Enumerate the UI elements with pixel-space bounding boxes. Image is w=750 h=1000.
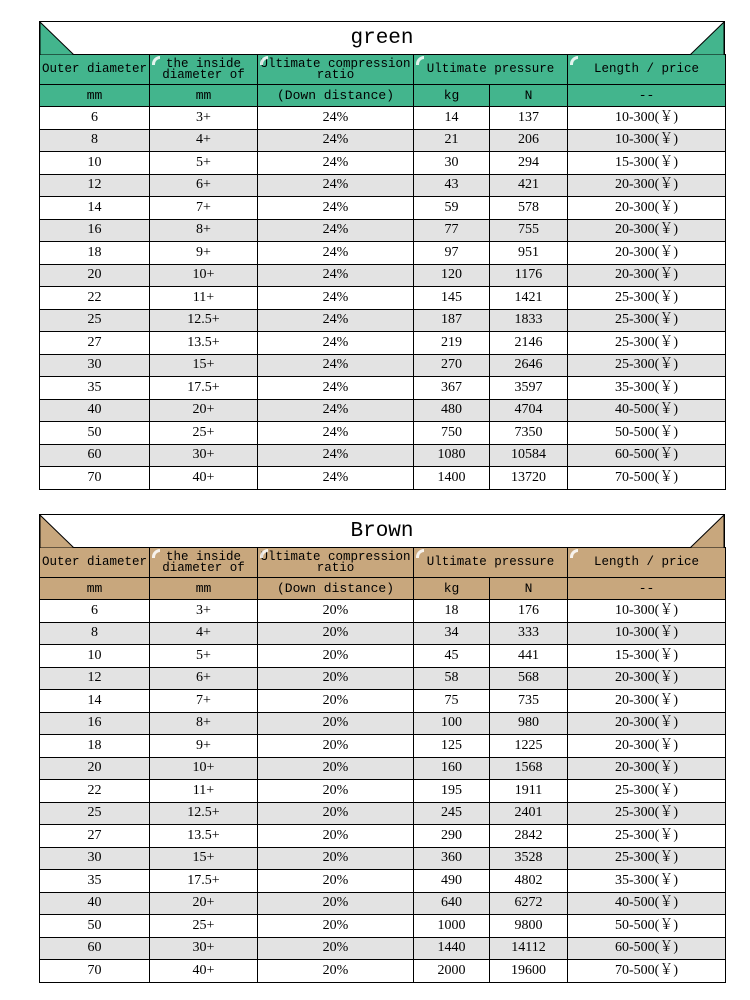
cell-pressure-kg: 219: [414, 332, 490, 355]
cell-pressure-n: 1176: [490, 264, 568, 287]
table-row: [40, 690, 726, 713]
cell-length-price: 40-500(￥): [568, 892, 726, 915]
cell-inside-diameter: 17.5+: [150, 870, 258, 893]
cell-outer-diameter: 12: [40, 667, 150, 690]
cell-inside-diameter: 20+: [150, 399, 258, 422]
table-row: [40, 264, 726, 287]
cell-length-price: 35-300(￥): [568, 377, 726, 400]
cell-inside-diameter: 17.5+: [150, 377, 258, 400]
cell-outer-diameter: 35: [40, 377, 150, 400]
cell-length-price: 70-500(￥): [568, 467, 726, 490]
cell-compression-ratio: 20%: [258, 735, 414, 758]
table-row: [40, 757, 726, 780]
cell-pressure-n: 2146: [490, 332, 568, 355]
cell-pressure-n: 951: [490, 242, 568, 265]
cell-outer-diameter: 18: [40, 242, 150, 265]
cell-pressure-kg: 195: [414, 780, 490, 803]
cell-compression-ratio: 20%: [258, 892, 414, 915]
cell-outer-diameter: 6: [40, 107, 150, 130]
cell-inside-diameter: 9+: [150, 242, 258, 265]
cell-pressure-kg: 245: [414, 802, 490, 825]
cell-pressure-n: 578: [490, 197, 568, 220]
cell-pressure-kg: 1440: [414, 937, 490, 960]
cell-pressure-n: 441: [490, 645, 568, 668]
cell-inside-diameter: 20+: [150, 892, 258, 915]
cell-pressure-kg: 367: [414, 377, 490, 400]
cell-inside-diameter: 25+: [150, 422, 258, 445]
cell-length-price: 50-500(￥): [568, 422, 726, 445]
cell-length-price: 20-300(￥): [568, 690, 726, 713]
cell-length-price: 25-300(￥): [568, 847, 726, 870]
cell-outer-diameter: 40: [40, 892, 150, 915]
table-row: [40, 129, 726, 152]
table-row: [40, 422, 726, 445]
cell-inside-diameter: 9+: [150, 735, 258, 758]
cell-pressure-n: 19600: [490, 960, 568, 983]
unit-outer-mm: mm: [40, 85, 150, 107]
table-row: [40, 219, 726, 242]
cell-compression-ratio: 24%: [258, 152, 414, 175]
table-title: Brown: [350, 520, 414, 543]
cell-pressure-kg: 270: [414, 354, 490, 377]
cell-compression-ratio: 20%: [258, 645, 414, 668]
cell-inside-diameter: 7+: [150, 197, 258, 220]
cell-length-price: 20-300(￥): [568, 712, 726, 735]
cell-inside-diameter: 5+: [150, 645, 258, 668]
cell-length-price: 20-300(￥): [568, 264, 726, 287]
cell-compression-ratio: 24%: [258, 174, 414, 197]
cell-compression-ratio: 24%: [258, 219, 414, 242]
cell-compression-ratio: 20%: [258, 780, 414, 803]
cell-pressure-kg: 750: [414, 422, 490, 445]
cell-length-price: 25-300(￥): [568, 332, 726, 355]
cell-compression-ratio: 24%: [258, 354, 414, 377]
cell-length-price: 40-500(￥): [568, 399, 726, 422]
table-row: [40, 444, 726, 467]
cell-inside-diameter: 13.5+: [150, 332, 258, 355]
cell-pressure-kg: 640: [414, 892, 490, 915]
cell-outer-diameter: 25: [40, 802, 150, 825]
cell-inside-diameter: 10+: [150, 757, 258, 780]
table-row: [40, 802, 726, 825]
cell-inside-diameter: 12.5+: [150, 802, 258, 825]
cell-pressure-n: 1911: [490, 780, 568, 803]
table-row: [40, 622, 726, 645]
cell-pressure-kg: 145: [414, 287, 490, 310]
cell-outer-diameter: 35: [40, 870, 150, 893]
table-title: green: [350, 27, 414, 50]
table-row: [40, 870, 726, 893]
cell-compression-ratio: 20%: [258, 712, 414, 735]
cell-pressure-n: 2842: [490, 825, 568, 848]
cell-outer-diameter: 60: [40, 444, 150, 467]
cell-inside-diameter: 40+: [150, 467, 258, 490]
table-row: [40, 960, 726, 983]
cell-pressure-n: 2646: [490, 354, 568, 377]
header-row: [40, 55, 726, 85]
green-spec-table: [39, 21, 725, 490]
cell-length-price: 15-300(￥): [568, 645, 726, 668]
cell-pressure-n: 7350: [490, 422, 568, 445]
unit-kg: kg: [414, 578, 490, 600]
cell-inside-diameter: 30+: [150, 937, 258, 960]
cell-pressure-n: 1568: [490, 757, 568, 780]
cell-outer-diameter: 50: [40, 422, 150, 445]
cell-length-price: 60-500(￥): [568, 444, 726, 467]
cell-outer-diameter: 27: [40, 332, 150, 355]
cell-outer-diameter: 70: [40, 467, 150, 490]
unit-outer-mm: mm: [40, 578, 150, 600]
table-row: [40, 892, 726, 915]
cell-compression-ratio: 24%: [258, 399, 414, 422]
cell-inside-diameter: 4+: [150, 622, 258, 645]
cell-length-price: 25-300(￥): [568, 287, 726, 310]
cell-outer-diameter: 22: [40, 287, 150, 310]
table-row: [40, 174, 726, 197]
cell-length-price: 70-500(￥): [568, 960, 726, 983]
cell-inside-diameter: 3+: [150, 107, 258, 130]
header-outer-diameter: Outer diameter: [40, 55, 150, 85]
table-row: [40, 937, 726, 960]
cell-compression-ratio: 20%: [258, 870, 414, 893]
cell-pressure-kg: 290: [414, 825, 490, 848]
header-compression-ratio: Ultimate compression ratio: [258, 548, 414, 578]
table-row: [40, 152, 726, 175]
cell-compression-ratio: 24%: [258, 107, 414, 130]
cell-pressure-n: 6272: [490, 892, 568, 915]
cell-inside-diameter: 10+: [150, 264, 258, 287]
cell-pressure-n: 333: [490, 622, 568, 645]
cell-inside-diameter: 30+: [150, 444, 258, 467]
table-row: [40, 467, 726, 490]
header-compression-ratio: Ultimate compression ratio: [258, 55, 414, 85]
cell-outer-diameter: 16: [40, 712, 150, 735]
cell-compression-ratio: 24%: [258, 467, 414, 490]
cell-pressure-kg: 1400: [414, 467, 490, 490]
cell-outer-diameter: 20: [40, 264, 150, 287]
cell-pressure-kg: 2000: [414, 960, 490, 983]
cell-pressure-kg: 480: [414, 399, 490, 422]
cell-outer-diameter: 12: [40, 174, 150, 197]
cell-outer-diameter: 6: [40, 600, 150, 623]
cell-inside-diameter: 25+: [150, 915, 258, 938]
unit-inner-mm: mm: [150, 578, 258, 600]
unit-kg: kg: [414, 85, 490, 107]
cell-length-price: 10-300(￥): [568, 107, 726, 130]
cell-pressure-kg: 34: [414, 622, 490, 645]
cell-length-price: 20-300(￥): [568, 219, 726, 242]
cell-pressure-kg: 490: [414, 870, 490, 893]
cell-pressure-kg: 58: [414, 667, 490, 690]
table-row: [40, 712, 726, 735]
table-title-bar: [39, 514, 725, 547]
cell-compression-ratio: 20%: [258, 802, 414, 825]
cell-length-price: 35-300(￥): [568, 870, 726, 893]
header-length-price: Length / price: [568, 548, 726, 578]
cell-length-price: 20-300(￥): [568, 242, 726, 265]
unit-row: [40, 85, 726, 107]
table-row: [40, 600, 726, 623]
cell-inside-diameter: 15+: [150, 847, 258, 870]
unit-inner-mm: mm: [150, 85, 258, 107]
table-row: [40, 735, 726, 758]
cell-inside-diameter: 7+: [150, 690, 258, 713]
cell-length-price: 25-300(￥): [568, 309, 726, 332]
cell-length-price: 50-500(￥): [568, 915, 726, 938]
cell-pressure-n: 755: [490, 219, 568, 242]
cell-compression-ratio: 24%: [258, 444, 414, 467]
cell-pressure-n: 2401: [490, 802, 568, 825]
cell-pressure-n: 10584: [490, 444, 568, 467]
cell-inside-diameter: 6+: [150, 174, 258, 197]
cell-compression-ratio: 20%: [258, 960, 414, 983]
cell-pressure-kg: 14: [414, 107, 490, 130]
cell-pressure-kg: 360: [414, 847, 490, 870]
right-corner-triangle-icon: [690, 22, 724, 55]
cell-compression-ratio: 20%: [258, 757, 414, 780]
table-row: [40, 309, 726, 332]
cell-outer-diameter: 50: [40, 915, 150, 938]
table-row: [40, 332, 726, 355]
cell-inside-diameter: 11+: [150, 287, 258, 310]
cell-pressure-kg: 160: [414, 757, 490, 780]
cell-compression-ratio: 24%: [258, 332, 414, 355]
cell-length-price: 25-300(￥): [568, 825, 726, 848]
cell-outer-diameter: 8: [40, 622, 150, 645]
cell-pressure-n: 13720: [490, 467, 568, 490]
cell-compression-ratio: 24%: [258, 422, 414, 445]
header-ultimate-pressure: Ultimate pressure: [414, 55, 568, 85]
cell-length-price: 20-300(￥): [568, 735, 726, 758]
table-row: [40, 667, 726, 690]
cell-pressure-kg: 59: [414, 197, 490, 220]
cell-pressure-kg: 30: [414, 152, 490, 175]
header-inside-diameter: the inside diameter of: [150, 55, 258, 85]
cell-outer-diameter: 30: [40, 847, 150, 870]
table-row: [40, 847, 726, 870]
table-row: [40, 354, 726, 377]
cell-pressure-n: 137: [490, 107, 568, 130]
cell-outer-diameter: 16: [40, 219, 150, 242]
table-row: [40, 825, 726, 848]
cell-outer-diameter: 14: [40, 690, 150, 713]
header-ultimate-pressure: Ultimate pressure: [414, 548, 568, 578]
cell-pressure-kg: 1080: [414, 444, 490, 467]
cell-compression-ratio: 20%: [258, 667, 414, 690]
cell-pressure-n: 421: [490, 174, 568, 197]
unit-n: N: [490, 85, 568, 107]
cell-compression-ratio: 24%: [258, 197, 414, 220]
cell-inside-diameter: 8+: [150, 219, 258, 242]
cell-pressure-kg: 43: [414, 174, 490, 197]
cell-inside-diameter: 3+: [150, 600, 258, 623]
cell-outer-diameter: 60: [40, 937, 150, 960]
cell-pressure-n: 568: [490, 667, 568, 690]
table-row: [40, 645, 726, 668]
cell-length-price: 20-300(￥): [568, 757, 726, 780]
unit-n: N: [490, 578, 568, 600]
cell-length-price: 25-300(￥): [568, 354, 726, 377]
cell-pressure-n: 3597: [490, 377, 568, 400]
cell-inside-diameter: 6+: [150, 667, 258, 690]
cell-length-price: 20-300(￥): [568, 197, 726, 220]
cell-compression-ratio: 20%: [258, 690, 414, 713]
cell-outer-diameter: 25: [40, 309, 150, 332]
cell-pressure-n: 14112: [490, 937, 568, 960]
cell-pressure-n: 206: [490, 129, 568, 152]
table-row: [40, 287, 726, 310]
cell-pressure-n: 9800: [490, 915, 568, 938]
header-outer-diameter: Outer diameter: [40, 548, 150, 578]
cell-compression-ratio: 20%: [258, 847, 414, 870]
table-row: [40, 399, 726, 422]
cell-outer-diameter: 14: [40, 197, 150, 220]
cell-compression-ratio: 24%: [258, 264, 414, 287]
cell-pressure-n: 1833: [490, 309, 568, 332]
cell-pressure-kg: 21: [414, 129, 490, 152]
cell-compression-ratio: 20%: [258, 937, 414, 960]
cell-compression-ratio: 20%: [258, 622, 414, 645]
cell-compression-ratio: 20%: [258, 825, 414, 848]
cell-pressure-n: 1225: [490, 735, 568, 758]
unit-dash: --: [568, 85, 726, 107]
table-row: [40, 107, 726, 130]
cell-pressure-kg: 125: [414, 735, 490, 758]
spec-grid: [39, 547, 726, 983]
cell-outer-diameter: 8: [40, 129, 150, 152]
table-row: [40, 242, 726, 265]
cell-length-price: 60-500(￥): [568, 937, 726, 960]
cell-pressure-kg: 1000: [414, 915, 490, 938]
cell-length-price: 20-300(￥): [568, 667, 726, 690]
cell-compression-ratio: 20%: [258, 915, 414, 938]
cell-length-price: 25-300(￥): [568, 780, 726, 803]
brown-spec-table: [39, 514, 725, 983]
cell-length-price: 10-300(￥): [568, 600, 726, 623]
cell-outer-diameter: 10: [40, 152, 150, 175]
unit-down-distance: (Down distance): [258, 85, 414, 107]
cell-compression-ratio: 24%: [258, 242, 414, 265]
cell-pressure-kg: 120: [414, 264, 490, 287]
cell-inside-diameter: 11+: [150, 780, 258, 803]
header-inside-diameter: the inside diameter of: [150, 548, 258, 578]
cell-outer-diameter: 18: [40, 735, 150, 758]
cell-length-price: 20-300(￥): [568, 174, 726, 197]
cell-outer-diameter: 10: [40, 645, 150, 668]
cell-pressure-kg: 77: [414, 219, 490, 242]
cell-pressure-n: 4704: [490, 399, 568, 422]
cell-pressure-n: 294: [490, 152, 568, 175]
cell-pressure-kg: 75: [414, 690, 490, 713]
cell-inside-diameter: 15+: [150, 354, 258, 377]
table-row: [40, 780, 726, 803]
cell-outer-diameter: 20: [40, 757, 150, 780]
cell-compression-ratio: 24%: [258, 287, 414, 310]
cell-pressure-n: 176: [490, 600, 568, 623]
cell-length-price: 15-300(￥): [568, 152, 726, 175]
cell-inside-diameter: 8+: [150, 712, 258, 735]
cell-inside-diameter: 13.5+: [150, 825, 258, 848]
cell-inside-diameter: 4+: [150, 129, 258, 152]
cell-inside-diameter: 12.5+: [150, 309, 258, 332]
cell-pressure-n: 735: [490, 690, 568, 713]
cell-outer-diameter: 40: [40, 399, 150, 422]
header-row: [40, 548, 726, 578]
cell-pressure-n: 3528: [490, 847, 568, 870]
unit-row: [40, 578, 726, 600]
table-row: [40, 915, 726, 938]
spec-grid: [39, 54, 726, 490]
table-title-bar: [39, 21, 725, 54]
cell-pressure-n: 1421: [490, 287, 568, 310]
cell-pressure-kg: 45: [414, 645, 490, 668]
cell-length-price: 25-300(￥): [568, 802, 726, 825]
header-length-price: Length / price: [568, 55, 726, 85]
cell-compression-ratio: 24%: [258, 377, 414, 400]
cell-length-price: 10-300(￥): [568, 129, 726, 152]
cell-compression-ratio: 24%: [258, 309, 414, 332]
cell-pressure-kg: 187: [414, 309, 490, 332]
cell-compression-ratio: 24%: [258, 129, 414, 152]
cell-outer-diameter: 70: [40, 960, 150, 983]
cell-inside-diameter: 40+: [150, 960, 258, 983]
table-row: [40, 377, 726, 400]
right-corner-triangle-icon: [690, 515, 724, 548]
table-row: [40, 197, 726, 220]
cell-pressure-n: 4802: [490, 870, 568, 893]
cell-outer-diameter: 22: [40, 780, 150, 803]
cell-pressure-n: 980: [490, 712, 568, 735]
cell-outer-diameter: 27: [40, 825, 150, 848]
unit-dash: --: [568, 578, 726, 600]
unit-down-distance: (Down distance): [258, 578, 414, 600]
cell-compression-ratio: 20%: [258, 600, 414, 623]
cell-length-price: 10-300(￥): [568, 622, 726, 645]
cell-pressure-kg: 100: [414, 712, 490, 735]
cell-pressure-kg: 97: [414, 242, 490, 265]
cell-outer-diameter: 30: [40, 354, 150, 377]
cell-pressure-kg: 18: [414, 600, 490, 623]
cell-inside-diameter: 5+: [150, 152, 258, 175]
